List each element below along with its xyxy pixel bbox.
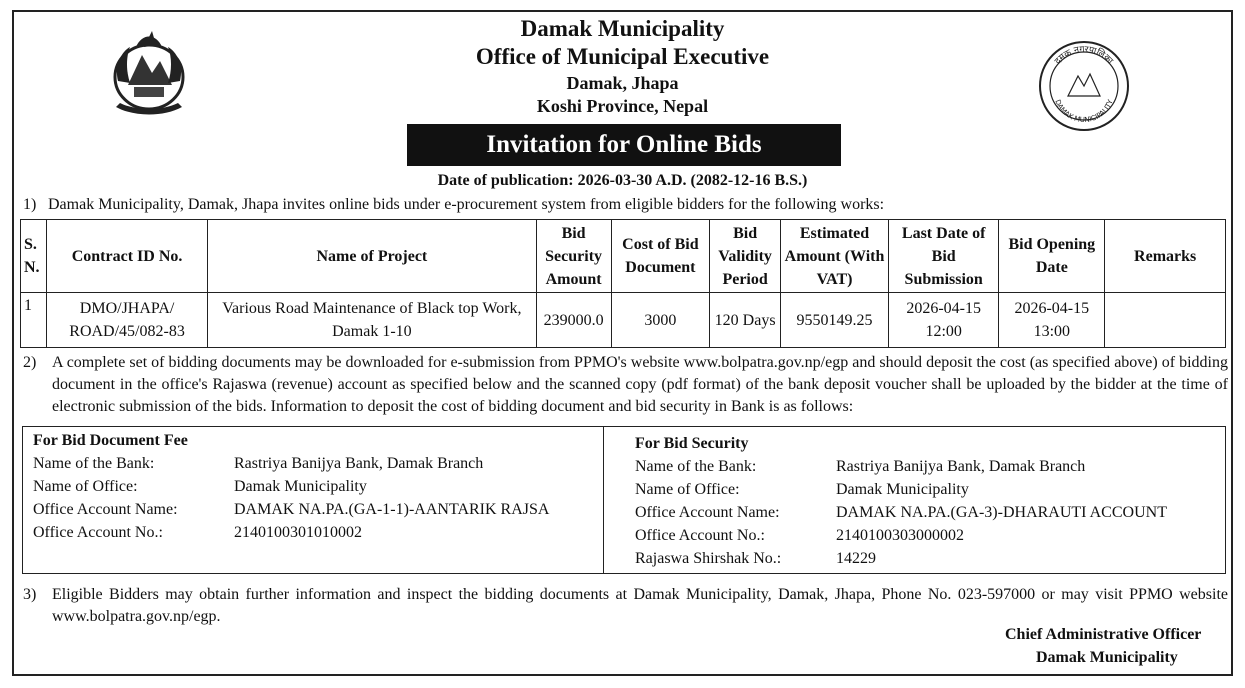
municipality-name: Damak Municipality xyxy=(520,16,725,41)
signatory-title: Chief Administrative Officer xyxy=(1005,626,1202,643)
cell-estimated-amount: 9550149.25 xyxy=(780,293,888,348)
bid-security-value: 2140100303000002 xyxy=(836,527,964,544)
doc-fee-value: Damak Municipality xyxy=(234,478,367,495)
cell-opening-date: 2026-04-15 13:00 xyxy=(999,293,1105,348)
col-header-contract-id: Contract ID No. xyxy=(46,220,207,293)
cell-sn: 1 xyxy=(21,293,47,348)
doc-fee-label: Office Account No.: xyxy=(33,524,163,541)
svg-text:DAMAK MUNICIPALITY xyxy=(1053,98,1115,124)
bid-security-label: Name of the Bank: xyxy=(635,458,757,475)
office-name: Office of Municipal Executive xyxy=(475,44,770,69)
cell-remarks xyxy=(1105,293,1226,348)
bid-security-label: Office Account No.: xyxy=(635,527,765,544)
bid-table xyxy=(20,219,1226,348)
col-header-sn: S. N. xyxy=(21,220,47,293)
para1-text: Damak Municipality, Damak, Jhapa invites online bids under e-procurement system from eligible bidders for the following works: xyxy=(48,196,885,213)
para2-number: 2) xyxy=(23,354,37,371)
seal-top-text: दमक नगरपालिका xyxy=(1053,44,1115,67)
bid-security-label: Rajaswa Shirshak No.: xyxy=(635,550,782,567)
signatory-org: Damak Municipality xyxy=(1036,649,1178,666)
cell-project-name: Various Road Maintenance of Black top Work, Damak 1-10 xyxy=(208,293,537,348)
doc-fee-title: For Bid Document Fee xyxy=(33,432,188,449)
bank-box-divider xyxy=(603,427,604,573)
para3-number: 3) xyxy=(23,586,37,603)
col-header-bid-security: Bid Security Amount xyxy=(536,220,611,293)
col-header-opening-date: Bid Opening Date xyxy=(999,220,1105,293)
cell-doc-cost: 3000 xyxy=(611,293,710,348)
table-row xyxy=(21,293,1226,348)
col-header-last-date: Last Date of Bid Submission xyxy=(889,220,999,293)
doc-fee-value: 2140100301010002 xyxy=(234,524,362,541)
office-province: Koshi Province, Nepal xyxy=(536,96,709,116)
doc-fee-section xyxy=(33,429,549,544)
bid-security-label: Name of Office: xyxy=(635,481,740,498)
doc-fee-label: Name of Office: xyxy=(33,478,138,495)
cell-bid-security: 239000.0 xyxy=(536,293,611,348)
col-header-doc-cost: Cost of Bid Document xyxy=(611,220,710,293)
bid-security-title: For Bid Security xyxy=(635,435,749,452)
doc-fee-label: Name of the Bank: xyxy=(33,455,155,472)
seal-caption: DAMAK MUNICIPALITY xyxy=(1053,98,1115,125)
publication-date: Date of publication: 2026-03-30 A.D. (2082-12-16 B.S.) xyxy=(437,172,808,189)
bid-security-section xyxy=(635,432,1167,570)
cell-validity: 120 Days xyxy=(710,293,781,348)
col-header-estimated-amount: Estimated Amount (With VAT) xyxy=(780,220,888,293)
bid-security-value: Rastriya Banijya Bank, Damak Branch xyxy=(836,458,1086,475)
para2-text: A complete set of bidding documents may be downloaded for e-submission from PPMO's website www.bolpatra.gov.np/egp and should deposit the cost (as specified above) of bidding document in the office's Rajaswa (revenue) account as specified below and the scanned copy (pdf format) of the bank deposit voucher shall be uploaded by the bidder at the time of electronic submission of the bids. Information to deposit the cost of bidding document and bid security in Bank is as follows: xyxy=(52,354,1228,415)
notice-title: Invitation for Online Bids xyxy=(407,124,841,166)
table-header-row xyxy=(21,220,1226,293)
doc-fee-label: Office Account Name: xyxy=(33,501,178,518)
cell-last-date: 2026-04-15 12:00 xyxy=(889,293,999,348)
col-header-validity: Bid Validity Period xyxy=(710,220,781,293)
bid-security-value: DAMAK NA.PA.(GA-3)-DHARAUTI ACCOUNT xyxy=(836,504,1167,521)
para1-number: 1) xyxy=(23,196,37,213)
doc-fee-value: DAMAK NA.PA.(GA-1-1)-AANTARIK RAJSA xyxy=(234,501,550,518)
office-location: Damak, Jhapa xyxy=(566,73,679,93)
bank-info-box xyxy=(22,426,1226,574)
col-header-remarks: Remarks xyxy=(1105,220,1226,293)
bid-security-label: Office Account Name: xyxy=(635,504,780,521)
cell-contract-id: DMO/JHAPA/ ROAD/45/082-83 xyxy=(46,293,207,348)
para3-text: Eligible Bidders may obtain further information and inspect the bidding documents at Damak Municipality, Damak, Jhapa, Phone No. 023-597000 or may visit PPMO website www.bolpatra.gov.np/egp. xyxy=(52,586,1228,625)
col-header-project-name: Name of Project xyxy=(208,220,537,293)
doc-fee-value: Rastriya Banijya Bank, Damak Branch xyxy=(234,455,484,472)
bid-security-value: 14229 xyxy=(836,550,876,567)
municipality-seal-icon xyxy=(1038,40,1130,132)
bid-security-value: Damak Municipality xyxy=(836,481,969,498)
